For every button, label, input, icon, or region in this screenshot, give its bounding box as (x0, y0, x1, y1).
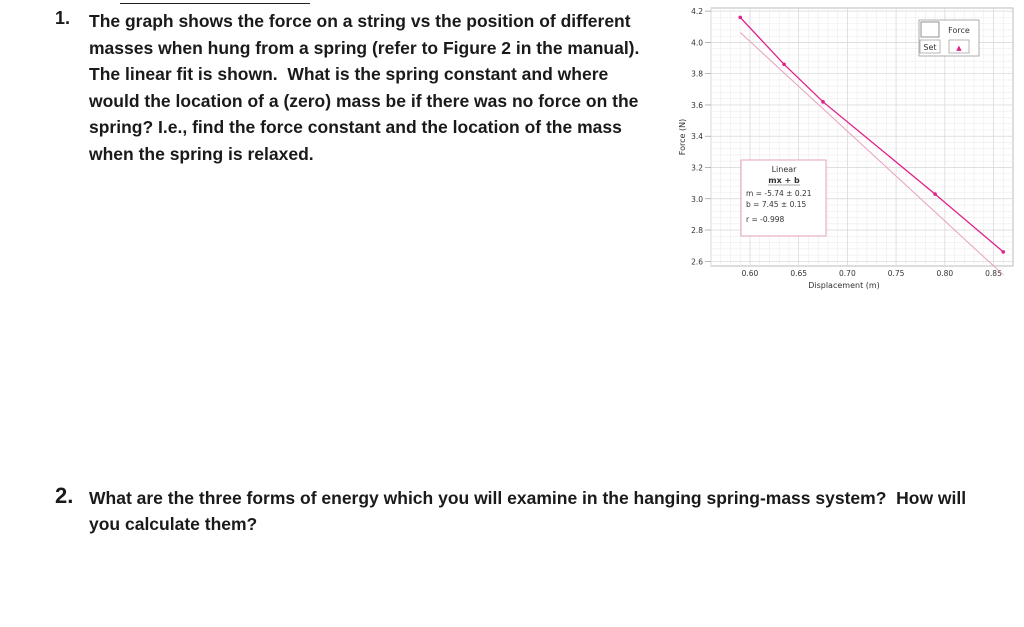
y-tick-label: 3.6 (691, 100, 703, 110)
force-displacement-chart (673, 0, 1018, 300)
fit-info-box (741, 160, 826, 236)
data-point (738, 16, 742, 20)
question-1-number: 1. (55, 8, 71, 28)
y-axis-label: Force (N) (678, 118, 687, 156)
fit-intercept: b = 7.45 ± 0.15 (746, 200, 807, 209)
question-2-text (89, 485, 1015, 537)
data-point (821, 100, 825, 104)
set-button-label: Set (923, 43, 937, 52)
x-tick-label: 0.85 (985, 269, 1002, 278)
x-tick-label: 0.60 (741, 269, 759, 278)
y-tick-label: 2.8 (691, 226, 703, 236)
x-tick-label: 0.70 (839, 269, 856, 278)
x-tick-label: 0.75 (887, 269, 905, 278)
y-tick-label: 2.6 (691, 257, 703, 267)
sort-arrow-icon: ▲ (956, 44, 962, 52)
question-2 (55, 485, 1015, 537)
y-tick-label: 4.2 (691, 7, 703, 17)
legend-label: Force (948, 26, 970, 35)
data-point (782, 62, 786, 66)
question-1-line: The linear fit is shown. What is the spring constant and where (89, 64, 609, 84)
question-1-line: when the spring is relaxed. (89, 143, 314, 164)
question-1-text (89, 8, 670, 167)
data-point (933, 192, 937, 196)
question-1-line: spring? I.e., find the force constant and the location of the mass (89, 117, 622, 137)
y-tick-label: 4.0 (691, 38, 703, 48)
fit-title: Linear (771, 165, 797, 174)
legend-swatch (921, 22, 939, 37)
question-2-number: 2. (55, 483, 74, 508)
question-1-line: would the location of a (zero) mass be if there was no force on the (89, 90, 639, 111)
y-tick-label: 3.8 (691, 69, 703, 79)
fit-slope: m = -5.74 ± 0.21 (746, 189, 812, 198)
fit-formula: mx + b (768, 176, 800, 185)
x-tick-label: 0.65 (790, 269, 808, 278)
x-axis-label: Displacement (m) (808, 281, 880, 290)
x-tick-label: 0.80 (936, 269, 954, 278)
question-2-line: What are the three forms of energy which you will examine in the hanging spring-mass system? How will (89, 488, 967, 508)
question-2-line: you calculate them? (89, 514, 258, 534)
y-tick-label: 3.4 (691, 132, 703, 142)
y-tick-label: 3.0 (691, 194, 703, 204)
fit-correlation: r = -0.998 (746, 215, 785, 224)
question-1-line: The graph shows the force on a string vs the position of different (89, 11, 631, 31)
chart-svg (673, 0, 1018, 300)
top-rule (120, 3, 310, 4)
data-point (1001, 250, 1005, 254)
question-1-line: masses when hung from a spring (refer to Figure 2 in the manual). (89, 37, 640, 58)
question-1 (55, 8, 670, 167)
y-tick-label: 3.2 (691, 163, 703, 173)
legend (919, 20, 979, 56)
